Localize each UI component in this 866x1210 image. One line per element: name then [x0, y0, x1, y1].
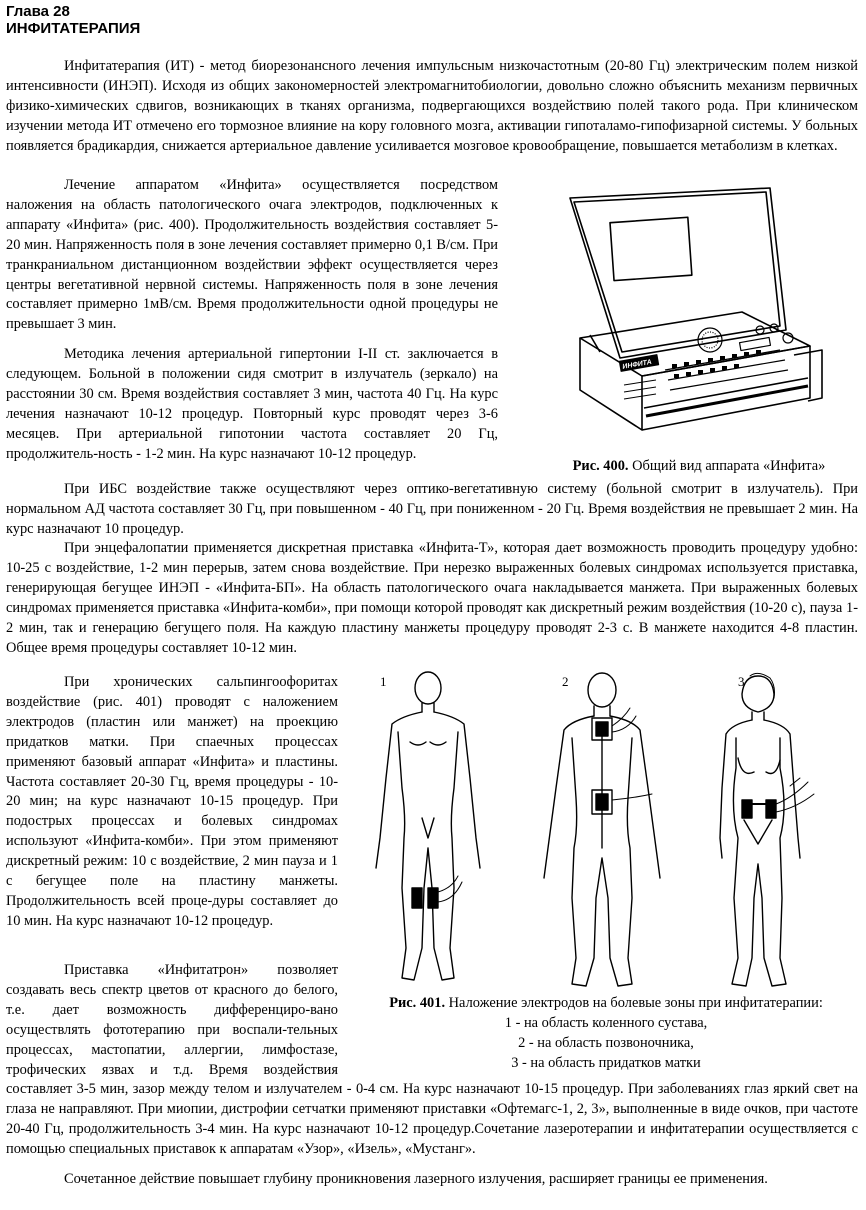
figure401-item-2: 2 - на область позвоночника,: [518, 1034, 694, 1051]
figure401-panel-3-number: 3: [738, 674, 745, 689]
device-brand-label: ИНФИТА: [621, 358, 653, 371]
knee-electrode-left: [412, 888, 422, 908]
figure400-caption-text: Общий вид аппарата «Инфита»: [632, 458, 826, 474]
figure400-apparatus-drawing: [560, 180, 856, 452]
paragraph-intro: Инфитатерапия (ИТ) - метод биорезонансного лечения импульсным низкочастотным (20-80 Гц) электрическим полем низкой интенсивности (ИНЭП). Исходя из общих закономерностей электромагнитобиологии, довольно сложно объяснить механизм первичных физико-химических сдвигов, возникающих в тканях организма, подвергающихся воздействию полей такого рода. При клиническом изучении метода ИТ отмечено его тормозное влияние на кору головного мозга, активации гипоталамо-гипофизарной системы. У больных появляется брадикардия, снижается артериальное давление усиливается мозговое кровообращение, повышается метаболизм в клетках.: [6, 58, 858, 154]
figure401-label: Рис. 401.: [389, 995, 446, 1011]
chapter-label: Глава 28: [6, 3, 70, 20]
figure401-item-1: 1 - на область коленного сустава,: [504, 1014, 708, 1031]
device-lid: [570, 188, 786, 358]
figure401-item-3: 3 - на область придатков матки: [511, 1054, 701, 1071]
body-figure-2-back: [544, 673, 660, 986]
figure400-caption: [540, 457, 858, 477]
figure401-electrode-drawing: [362, 668, 862, 994]
knee-electrode-right: [428, 888, 438, 908]
breasts-outline: [738, 758, 780, 774]
figure401-panel-2-number: 2: [562, 674, 569, 689]
paragraph-laser-combination: Сочетанное действие повышает глубину проникновения лазерного излучения, расширяет границы ее применения.: [64, 1171, 768, 1187]
paragraph-infitatron: Приставка «Инфитатрон» позволяет создавать весь спектр цветов от красного до белого, т.е. дает возможность дифференциро-вано осуществлять фототерапию при воспали-тельных процессах, мастопатии, аллергии, лимфостазе, трофических язвах и т.д. Время воздействия составляет 3-5 мин, зазор между телом и излучателем - 0-4 см. На курс назначают 10-15 процедур. При заболеваниях глаз яркий свет на глаза не направляют. При миопии, дистрофии сетчатки применяют приставки «Офтемагс-1, 2, 3», выполненные в виде очков, при частоте 20-40 Гц, продолжительность 3-4 мин. На курс назначают 10-12 процедур.Сочетание лазеротерапии и инфитатерапии осуществляется с помощью специальных приставок к аппаратам «Узор», «Изель», «Мустанг».: [6, 962, 858, 1158]
paragraph-hypertension: Методика лечения артериальной гипертонии I-II ст. заключается в следующем. Больной в положении сидя смотрит в излучатель (зеркало) на расстоянии 30 см. Время воздействия составляет 3 мин, частота 40 Гц. На курс лечения назначают 10-12 процедур. Повторный курс проводят через 3-6 месяцев. При артериальной гипотонии частота составляет 20 Гц, продолжитель-ность - 1-2 мин. На курс назначают 10-12 процедур.: [6, 346, 498, 462]
figure401-caption: [348, 994, 864, 1074]
paragraph-salpingo: При хронических сальпингоофоритах воздействие (рис. 401) проводят с наложением электродов (пластин или манжет) на проекцию придатков матки. При спаечных процессах применяют базовый аппарат «Инфита» и пластины. Частота составляет 20-30 Гц, время процедуры - 10-20 мин; на курс назначают 10-15 процедур. При подострых процессах и болевых синдромах используют «Инфита-комби». При этом применяют дискретный режим: 10 с воздействие, 2 мин пауза и 1 с бегущее поле на пластину манжеты. Продолжительность всей проце-дуры составляет до 10 мин. На курс назначают 10-12 процедур.: [6, 674, 338, 929]
paragraph-ihd: При ИБС воздействие также осуществляют через оптико-вегетативную систему (больной смотрит в излучатель). При нормальном АД частота составляет 30 Гц, при повышенном - 40 Гц, при пониженном - 20 Гц. Время воздействия не превышает 2 мин. На курс назначают 10 процедур.: [6, 481, 858, 537]
device-screen: [610, 217, 692, 280]
paragraph-encephalopathy: При энцефалопатии применяется дискретная приставка «Инфита-Т», которая дает возможность проводить процедуру удобно: 10-25 с воздействие, 1-2 мин перерыв, затем снова воздействие. При нерезко выраженных болевых синдромах используется приставка, генерирующая бегущее ИНЭП - «Инфита-БП». На область патологического очага накладывается манжета. При выраженных болевых синдромах применяется приставка «Инфита-комби», при помощи которой проводят как дискретный режим воздействия (10-20 с), пауза 1-2 мин, так и генерацию бегущего поля. На каждую пластину манжеты процедуру проводят 2-3 с. В манжете находится 4-8 пластин. Общее время процедуры составляет 10-12 мин.: [6, 540, 858, 656]
body-figure-3-female-front: [720, 673, 814, 986]
body-figure-1-male-front: [376, 672, 480, 980]
hinge-arm: [590, 335, 600, 352]
ovary-electrode-left: [742, 800, 752, 818]
chapter-title: ИНФИТАТЕРАПИЯ: [6, 20, 141, 37]
control-panel: [619, 324, 793, 399]
paragraph-infita-treatment: Лечение аппаратом «Инфита» осуществляется посредством наложения на область патологического очага электродов, подключенных к аппарату «Инфита» (рис. 400). Продолжительность воздействия составляет 5-20 мин. Напряженность поля в зоне лечения составляет примерно 0,1 В/см. При транкраниальном дистанционном воздействии эффект осуществляется через центры вегетативной нервной системы. Напряженность поля в зоне лечения составляет примерно 1мВ/см. Время продолжительности одной процедуры не превышает 3 мин.: [6, 177, 498, 333]
figure401-panel-1-number: 1: [380, 674, 387, 689]
figure401-caption-text: Наложение электродов на болевые зоны при инфитатерапии:: [448, 995, 823, 1011]
figure400-label: Рис. 400.: [572, 458, 629, 474]
ovary-electrode-right: [766, 800, 776, 818]
